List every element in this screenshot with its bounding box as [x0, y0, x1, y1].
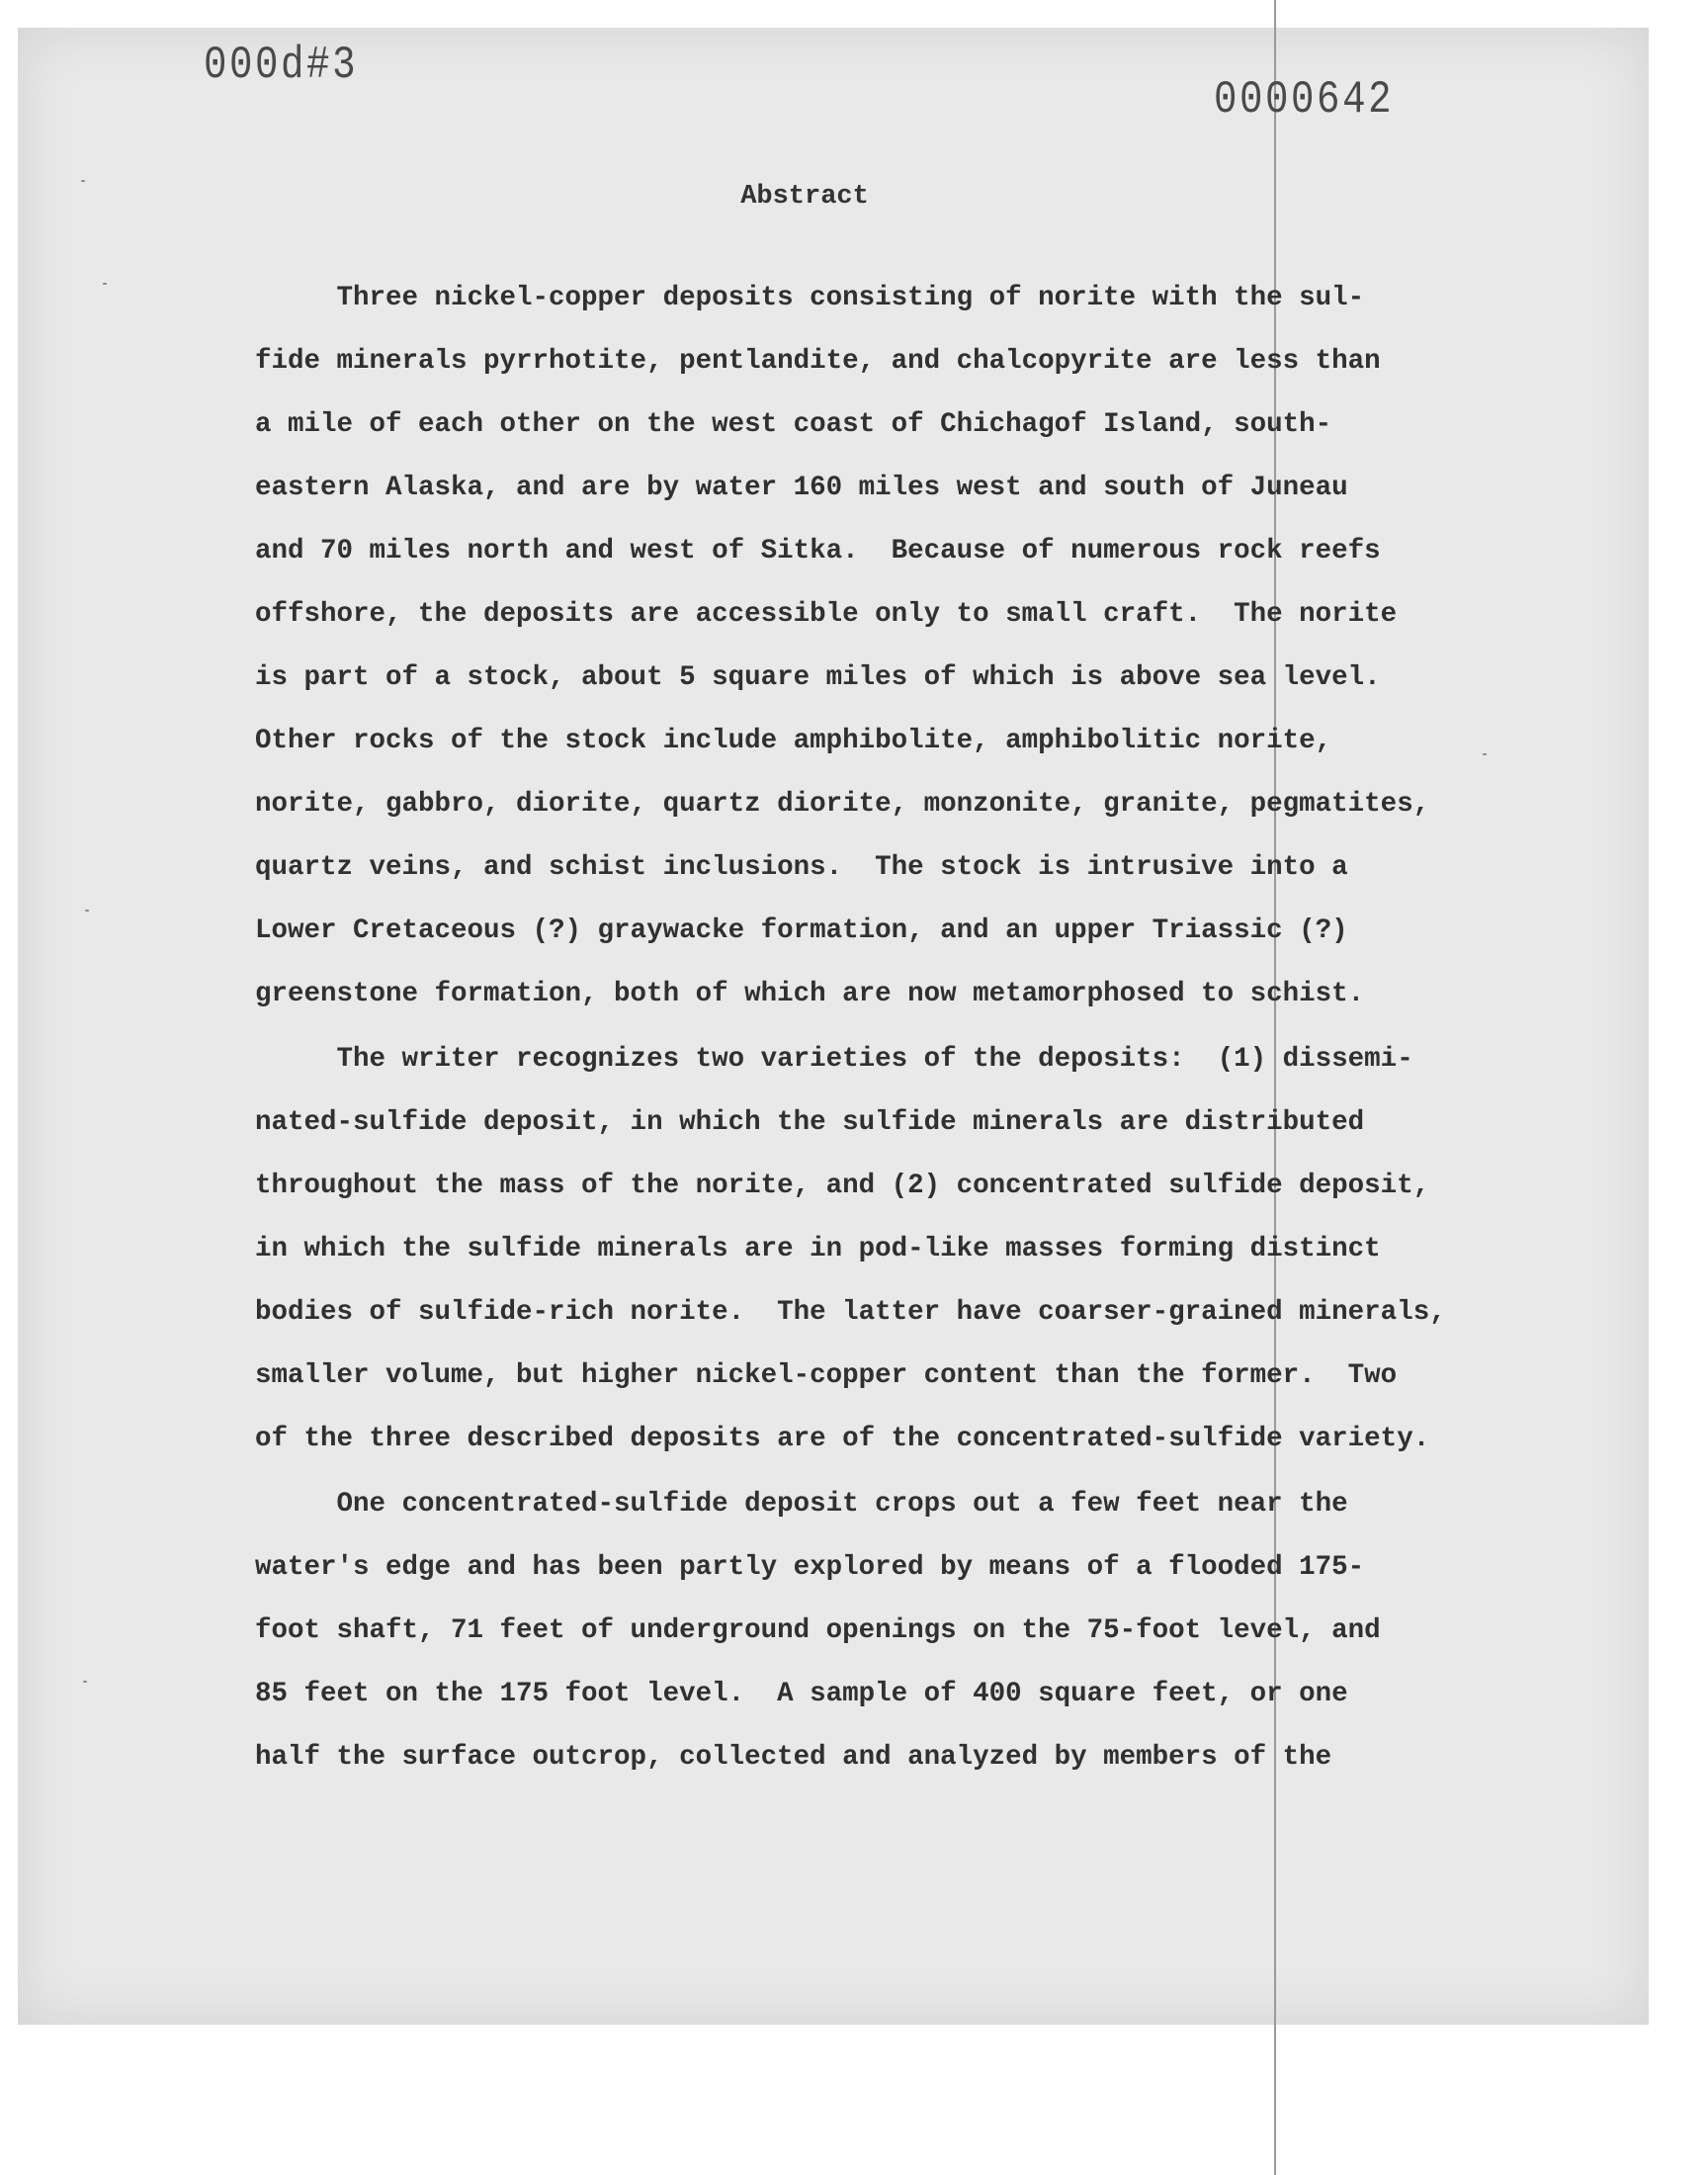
text-line: greenstone formation, both of which are now metamorphosed to schist.	[255, 979, 1365, 1009]
text-line: of the three described deposits are of the concentrated-sulfide variety.	[255, 1424, 1430, 1454]
text-line: bodies of sulfide-rich norite. The latter have coarser-grained minerals,	[255, 1297, 1446, 1328]
text-line: water's edge and has been partly explored by means of a flooded 175-	[255, 1552, 1365, 1583]
scan-speck	[1483, 753, 1487, 755]
text-line: smaller volume, but higher nickel-copper content than the former. Two	[255, 1360, 1398, 1391]
text-line: fide minerals pyrrhotite, pentlandite, and chalcopyrite are less than	[255, 346, 1381, 377]
text-line: Three nickel-copper deposits consisting of norite with the sul-	[255, 283, 1365, 313]
text-line: a mile of each other on the west coast of Chichagof Island, south-	[255, 409, 1332, 440]
text-line: One concentrated-sulfide deposit crops out a few feet near the	[255, 1489, 1348, 1520]
text-line: half the surface outcrop, collected and analyzed by members of the	[255, 1742, 1332, 1773]
text-line: and 70 miles north and west of Sitka. Because of numerous rock reefs	[255, 536, 1381, 566]
text-line: nated-sulfide deposit, in which the sulfide minerals are distributed	[255, 1107, 1365, 1138]
document-stamp-left: 000d#3	[204, 40, 359, 91]
scan-speck	[85, 910, 89, 912]
text-line: norite, gabbro, diorite, quartz diorite, monzonite, granite, pegmatites,	[255, 789, 1430, 820]
text-line: quartz veins, and schist inclusions. The stock is intrusive into a	[255, 852, 1348, 883]
text-line: 85 feet on the 175 foot level. A sample of 400 square feet, or one	[255, 1679, 1348, 1709]
page-title: Abstract	[740, 182, 869, 212]
scan-speck	[103, 283, 107, 285]
text-line: The writer recognizes two varieties of the deposits: (1) dissemi-	[255, 1044, 1413, 1075]
document-stamp-right: 0000642	[1214, 74, 1395, 126]
abstract-body	[255, 267, 1471, 1789]
text-line: in which the sulfide minerals are in pod-like masses forming distinct	[255, 1234, 1381, 1264]
text-line: eastern Alaska, and are by water 160 miles west and south of Juneau	[255, 473, 1348, 503]
text-line: foot shaft, 71 feet of underground openings on the 75-foot level, and	[255, 1615, 1381, 1646]
text-line: offshore, the deposits are accessible only to small craft. The norite	[255, 599, 1398, 630]
text-line: is part of a stock, about 5 square miles of which is above sea level.	[255, 662, 1381, 693]
scan-speck	[83, 1681, 87, 1683]
text-line: Other rocks of the stock include amphibolite, amphibolitic norite,	[255, 726, 1332, 756]
text-line: throughout the mass of the norite, and (2) concentrated sulfide deposit,	[255, 1171, 1430, 1201]
text-line: Lower Cretaceous (?) graywacke formation, and an upper Triassic (?)	[255, 915, 1348, 946]
